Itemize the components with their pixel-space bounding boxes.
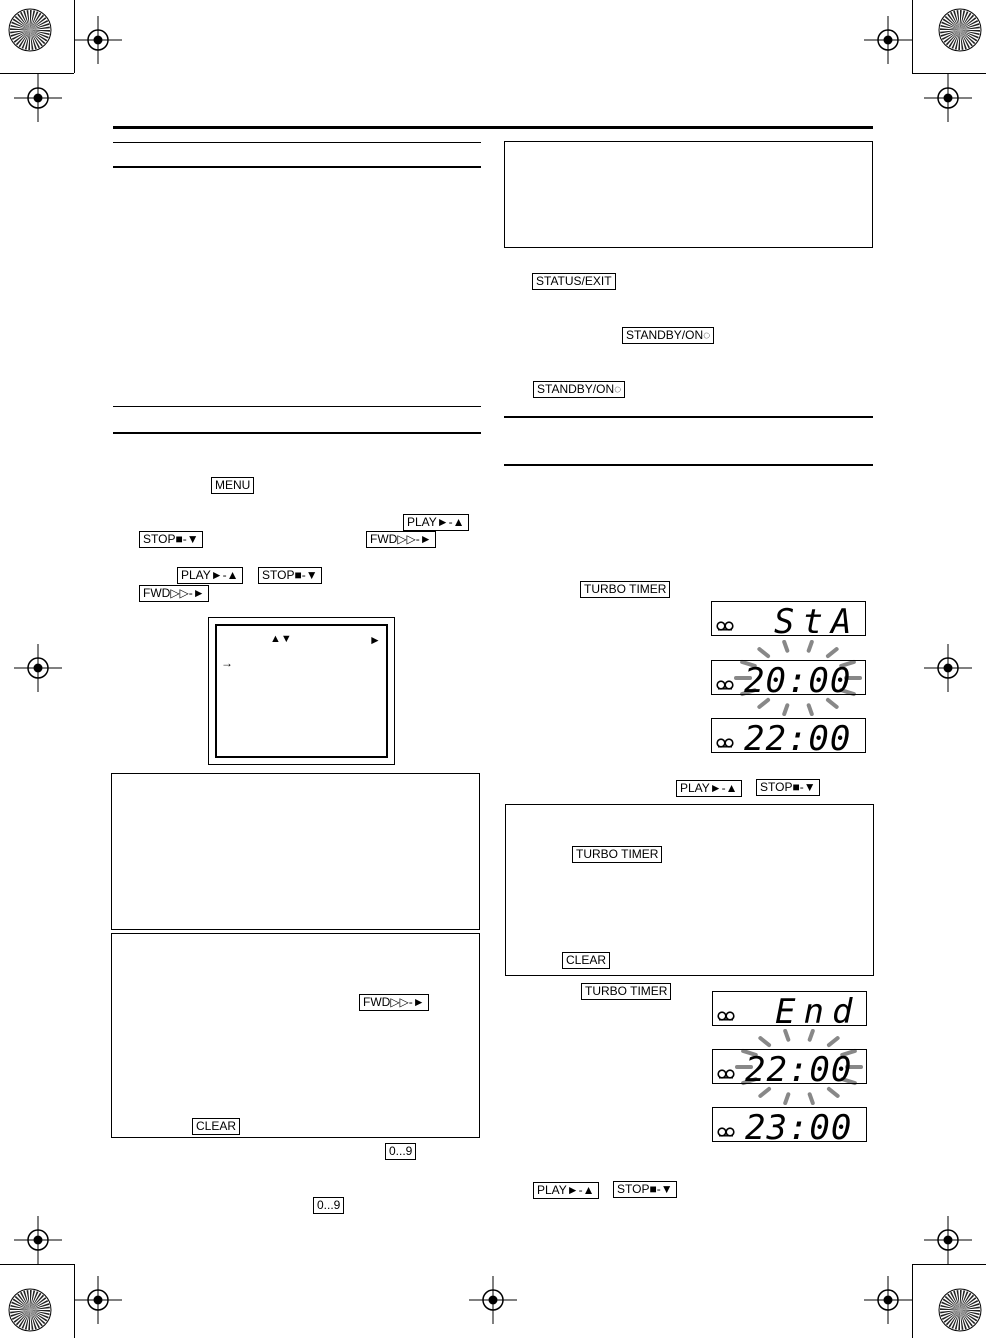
tv-screen-inner xyxy=(215,624,388,758)
registration-crosshair-icon xyxy=(864,16,912,64)
note-box xyxy=(111,773,480,930)
stop-button[interactable]: STOP■-▼ xyxy=(258,567,322,584)
registration-crosshair-icon xyxy=(924,74,972,122)
play-button[interactable]: PLAY►-▲ xyxy=(403,514,469,531)
crop-line xyxy=(912,1264,913,1338)
radial-starburst-icon xyxy=(938,1288,982,1332)
registration-mark xyxy=(469,1276,517,1324)
section-rule xyxy=(504,464,873,466)
play-button[interactable]: PLAY►-▲ xyxy=(533,1182,599,1199)
lcd-readout: 23:00 xyxy=(745,1108,853,1143)
note-box xyxy=(504,141,873,248)
corner-starburst-top-left xyxy=(8,8,52,52)
registration-mark xyxy=(924,644,972,692)
turbo-timer-button[interactable]: TURBO TIMER xyxy=(581,983,671,1000)
stop-button[interactable]: STOP■-▼ xyxy=(756,779,820,796)
play-triangle-icon: ► xyxy=(369,633,381,647)
tape-reel-icon xyxy=(718,1070,734,1078)
radial-starburst-icon xyxy=(938,8,982,52)
up-down-arrows-icon: ▲▼ xyxy=(270,633,292,645)
lcd-display xyxy=(712,991,867,1026)
standby-on-button[interactable]: STANDBY/ON◌ xyxy=(533,381,625,398)
registration-mark xyxy=(864,1276,912,1324)
radial-starburst-icon xyxy=(8,1288,52,1332)
lcd-display xyxy=(711,660,866,695)
tape-reel-icon xyxy=(718,1012,734,1020)
registration-crosshair-icon xyxy=(74,1276,122,1324)
stop-button[interactable]: STOP■-▼ xyxy=(613,1181,677,1198)
registration-mark xyxy=(924,1216,972,1264)
section-rule xyxy=(113,142,481,143)
menu-button[interactable]: MENU xyxy=(211,477,254,494)
fwd-button[interactable]: FWD▷▷-► xyxy=(366,531,436,548)
radial-starburst-icon xyxy=(8,8,52,52)
registration-crosshair-icon xyxy=(74,16,122,64)
section-rule xyxy=(113,166,481,168)
lcd-readout: 22:00 xyxy=(744,719,852,754)
registration-crosshair-icon xyxy=(14,74,62,122)
number-buttons[interactable]: 0...9 xyxy=(385,1143,416,1160)
registration-crosshair-icon xyxy=(924,644,972,692)
registration-mark xyxy=(74,16,122,64)
header-rule xyxy=(113,126,873,129)
section-rule xyxy=(504,416,873,418)
corner-starburst-top-right xyxy=(938,8,982,52)
arrow-right-icon: → xyxy=(221,656,233,670)
registration-crosshair-icon xyxy=(14,1216,62,1264)
lcd-readout: 22:00 xyxy=(745,1050,853,1085)
turbo-timer-button[interactable]: TURBO TIMER xyxy=(580,581,670,598)
registration-crosshair-icon xyxy=(924,1216,972,1264)
play-button[interactable]: PLAY►-▲ xyxy=(177,567,243,584)
section-rule xyxy=(113,406,481,407)
lcd-readout: End xyxy=(775,992,861,1027)
lcd-display xyxy=(711,718,866,753)
stop-button[interactable]: STOP■-▼ xyxy=(139,531,203,548)
note-box xyxy=(505,804,874,976)
registration-crosshair-icon xyxy=(14,644,62,692)
status-exit-button[interactable]: STATUS/EXIT xyxy=(532,273,616,290)
fwd-button[interactable]: FWD▷▷-► xyxy=(359,994,429,1011)
registration-mark xyxy=(74,1276,122,1324)
clear-button[interactable]: CLEAR xyxy=(562,952,610,969)
tape-reel-icon xyxy=(718,1128,734,1136)
registration-mark xyxy=(14,1216,62,1264)
tape-reel-icon xyxy=(717,739,733,747)
registration-crosshair-icon xyxy=(469,1276,517,1324)
section-rule xyxy=(113,432,481,434)
lcd-display xyxy=(712,1049,867,1084)
registration-mark xyxy=(864,16,912,64)
fwd-button[interactable]: FWD▷▷-► xyxy=(139,585,209,602)
lcd-readout: 20:00 xyxy=(744,661,852,696)
play-button[interactable]: PLAY►-▲ xyxy=(676,780,742,797)
lcd-readout: StA xyxy=(774,602,860,637)
tv-screen-illustration xyxy=(208,617,395,765)
tape-reel-icon xyxy=(717,681,733,689)
standby-on-button[interactable]: STANDBY/ON◌ xyxy=(622,327,714,344)
lcd-display xyxy=(711,601,866,636)
crop-line xyxy=(0,1264,74,1265)
crop-line xyxy=(912,0,913,73)
corner-starburst-bottom-left xyxy=(8,1288,52,1332)
tape-reel-icon xyxy=(717,622,733,630)
lcd-display xyxy=(712,1107,867,1142)
crop-line xyxy=(912,1264,986,1265)
note-box xyxy=(111,933,480,1138)
registration-crosshair-icon xyxy=(864,1276,912,1324)
clear-button[interactable]: CLEAR xyxy=(192,1118,240,1135)
number-buttons[interactable]: 0...9 xyxy=(313,1197,344,1214)
registration-mark xyxy=(14,644,62,692)
registration-mark xyxy=(924,74,972,122)
corner-starburst-bottom-right xyxy=(938,1288,982,1332)
registration-mark xyxy=(14,74,62,122)
turbo-timer-button[interactable]: TURBO TIMER xyxy=(572,846,662,863)
